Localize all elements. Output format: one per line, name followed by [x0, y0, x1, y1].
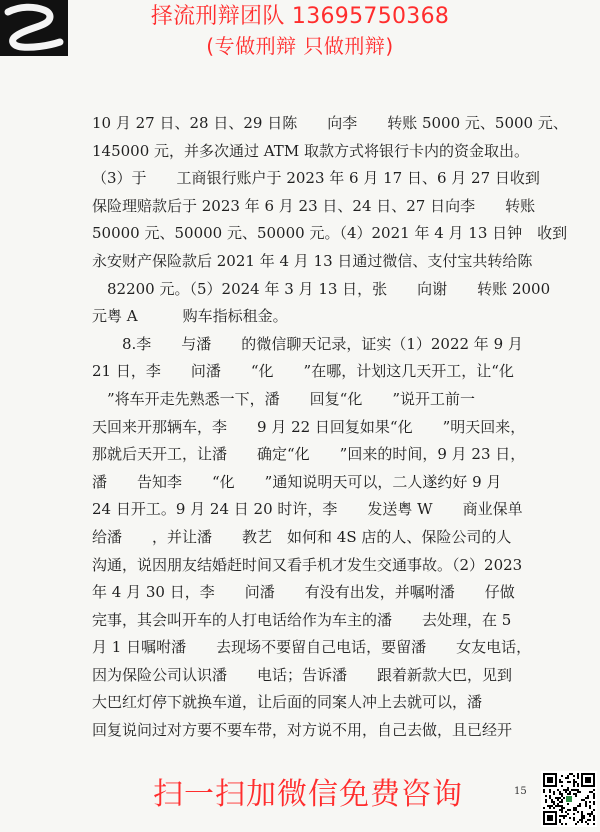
- document-line: ”将车开走先熟悉一下，潘 回复“化 ”说开工前一: [92, 389, 476, 408]
- document-line: 沟通，说因朋友结婚赶时间又看手机才发生交通事故。（2）2023: [92, 555, 523, 574]
- document-line: 潘 告知李 “化 ”通知说明天可以，二人遂约好 9 月: [92, 472, 502, 491]
- document-body: [92, 110, 568, 745]
- document-line: 大巴红灯停下就换车道，让后面的同案人冲上去就可以，潘: [92, 693, 483, 712]
- document-line: 24 日开工。9 月 24 日 20 时许，李 发送粤 W 商业保单: [92, 500, 523, 519]
- banner-title: 择流刑辩团队 13695750368: [150, 4, 450, 29]
- document-line: 50000 元、50000 元、50000 元。（4）2021 年 4 月 13 日钟 收到: [92, 224, 568, 243]
- document-line: 82200 元。（5）2024 年 3 月 13 日，张 向谢 转账 2000: [92, 279, 551, 298]
- document-line: 完事，其会叫开车的人打电话给作为车主的潘 去处理，在 5: [92, 610, 512, 629]
- qr-code-icon[interactable]: [541, 771, 597, 827]
- footer-cta: 扫一扫加微信免费咨询: [153, 777, 463, 812]
- document-line: （3）于 工商银行账户于 2023 年 6 月 17 日、6 月 27 日收到: [92, 169, 540, 188]
- document-line: 因为保险公司认识潘 电话；告诉潘 跟着新款大巴，见到: [92, 665, 513, 684]
- document-line: 21 日，李 问潘 “化 ”在哪，计划这几天开工，让“化: [92, 362, 514, 381]
- document-line: 永安财产保险款后 2021 年 4 月 13 日通过微信、支付宝共转给陈: [92, 251, 533, 270]
- document-line: 给潘 ，并让潘 教艺 如何和 4S 店的人、保险公司的人: [92, 527, 512, 546]
- brand-logo-icon: [0, 0, 68, 56]
- page-number: 15: [514, 786, 527, 797]
- document-line: 8.李 与潘 的微信聊天记录，证实（1）2022 年 9 月: [92, 334, 523, 353]
- document-line: 年 4 月 30 日，李 问潘 有没有出发，并嘱咐潘 仔做: [92, 583, 515, 602]
- document-line: 元粤 A 购车指标租金。: [92, 307, 288, 326]
- document-line: 回复说问过对方要不要车带，对方说不用，自己去做，且已经开: [92, 721, 513, 740]
- document-line: 10 月 27 日、28 日、29 日陈 向李 转账 5000 元、5000 元、: [92, 114, 568, 132]
- document-line: 保险理赔款后于 2023 年 6 月 23 日、24 日、27 日向李 转账: [92, 196, 536, 215]
- banner-subtitle: (专做刑辩 只做刑辩): [206, 34, 394, 58]
- document-line: 那就后天开工，让潘 确定“化 ”回来的时间，9 月 23 日，: [92, 445, 526, 464]
- document-line: 天回来开那辆车，李 9 月 22 日回复如果“化 ”明天回来，: [92, 417, 526, 436]
- document-line: 月 1 日嘱咐潘 去现场不要留自己电话，要留潘 女友电话，: [92, 638, 532, 657]
- document-line: 145000 元，并多次通过 ATM 取款方式将银行卡内的资金取出。: [92, 141, 529, 160]
